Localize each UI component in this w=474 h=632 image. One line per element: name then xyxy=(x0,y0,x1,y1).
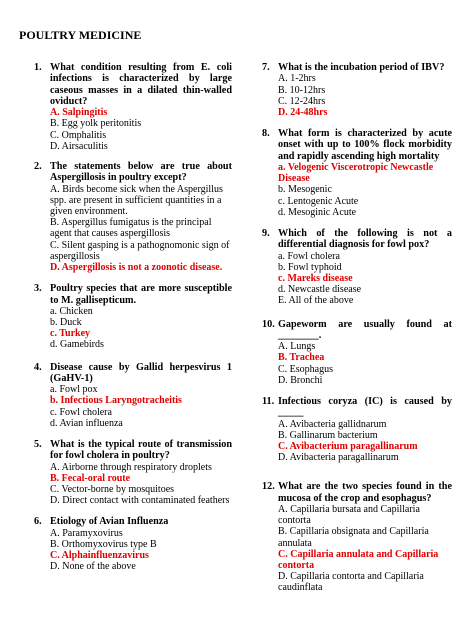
answer-option: b. Fowl typhoid xyxy=(278,261,342,273)
question-block xyxy=(262,228,452,307)
question-block xyxy=(34,283,232,350)
question-block xyxy=(262,62,452,118)
answer-option: A. Capillaria bursata and Capillaria contorta xyxy=(278,504,420,527)
answer-option: a. Fowl pox xyxy=(50,384,98,396)
answer-option: D. Avibacteria paragallinarum xyxy=(278,452,399,464)
question-number: 5. xyxy=(34,439,42,451)
question-number: 11. xyxy=(262,396,275,408)
left-column xyxy=(34,62,232,582)
answer-option-correct: C. Avibacterium paragallinarum xyxy=(278,441,418,453)
answer-option: D. Bronchi xyxy=(278,374,323,386)
answer-option: B. Orthomyxovirus type B xyxy=(50,538,157,550)
answer-option: C. Silent gasping is a pathognomonic sign of aspergillosis xyxy=(50,239,230,262)
answer-option-correct: a. Velogenic Viscerotropic Newcastle Disease xyxy=(278,162,434,185)
answer-option: b. Duck xyxy=(50,317,82,329)
answer-option: A. Lungs xyxy=(278,341,316,353)
answer-option-correct: D. Aspergillosis is not a zoonotic disease. xyxy=(50,262,223,274)
answer-option-correct: C. Alphainfluenzavirus xyxy=(50,550,149,562)
answer-option: d. Gamebirds xyxy=(50,339,104,351)
answer-option: A. Paramyxovirus xyxy=(50,527,123,539)
question-stem: Infectious coryza (IC) is caused by _____ xyxy=(278,396,452,419)
question-block xyxy=(34,62,232,152)
question-stem: Poultry species that are more susceptible to M. gallisepticum. xyxy=(50,283,232,306)
question-block xyxy=(34,362,232,429)
question-number: 12. xyxy=(262,481,275,493)
page-title: POULTRY MEDICINE xyxy=(19,28,142,42)
answer-option: d. Newcastle disease xyxy=(278,284,362,296)
question-stem: What condition resulting from E. coli infections is characterized by large caseous masses in a dilated thin-walled oviduct? xyxy=(50,62,232,107)
question-stem: What is the incubation period of IBV? xyxy=(278,62,445,73)
answer-option: A. Birds become sick when the Aspergillus spp. are present in sufficient quantities in a given environment. xyxy=(50,183,223,217)
answer-option: A. 1-2hrs xyxy=(278,73,316,85)
answer-option: E. All of the above xyxy=(278,295,354,307)
answer-option-correct: A. Salpingitis xyxy=(50,107,108,119)
right-column xyxy=(262,62,452,603)
question-block xyxy=(262,128,452,218)
question-block xyxy=(34,439,232,506)
answer-option: a. Chicken xyxy=(50,305,93,317)
answer-option: D. Direct contact with contaminated feathers xyxy=(50,495,230,507)
answer-option: B. Capillaria obsignata and Capillaria annulata xyxy=(278,526,429,549)
answer-option-correct: D. 24-48hrs xyxy=(278,106,328,118)
question-number: 3. xyxy=(34,283,42,295)
question-number: 2. xyxy=(34,161,42,172)
question-number: 6. xyxy=(34,516,42,528)
answer-option-correct: b. Infectious Laryngotracheitis xyxy=(50,395,182,407)
answer-option: C. 12-24hrs xyxy=(278,95,326,107)
answer-option: B. Egg yolk peritonitis xyxy=(50,118,142,130)
question-number: 10. xyxy=(262,318,275,330)
question-stem: Etiology of Avian Influenza xyxy=(50,516,169,528)
answer-option: D. Airsaculitis xyxy=(50,140,108,152)
answer-option: C. Esophagus xyxy=(278,363,333,375)
answer-option: b. Mesogenic xyxy=(278,184,332,196)
answer-option-correct: B. Trachea xyxy=(278,352,325,364)
answer-option-correct: c. Turkey xyxy=(50,328,91,340)
answer-option: D. Capillaria contorta and Capillaria caudinflata xyxy=(278,571,424,594)
question-number: 1. xyxy=(34,62,42,73)
question-number: 4. xyxy=(34,361,42,373)
question-block xyxy=(262,396,452,463)
question-block xyxy=(34,516,232,572)
answer-option: B. Gallinarum bacterium xyxy=(278,429,378,441)
answer-option: C. Omphalitis xyxy=(50,129,107,141)
question-stem: The statements below are true about Aspergillosis in poultry except? xyxy=(50,161,232,184)
answer-option: c. Fowl cholera xyxy=(50,406,112,418)
answer-option: d. Avian influenza xyxy=(50,417,123,429)
question-stem: What form is characterized by acute onset with up to 100% flock morbidity and rapidly ascending high mortality xyxy=(278,128,452,162)
answer-option: C. Vector-borne by mosquitoes xyxy=(50,484,175,496)
answer-option: A. Avibacteria gallidnarum xyxy=(278,418,387,430)
answer-option: D. None of the above xyxy=(50,561,136,573)
question-number: 7. xyxy=(262,62,270,73)
question-block xyxy=(262,319,452,386)
question-stem: What is the typical route of transmission for fowl cholera in poultry? xyxy=(50,439,232,462)
answer-option: d. Mesoginic Acute xyxy=(278,206,357,218)
answer-option-correct: B. Fecal-oral route xyxy=(50,472,131,484)
question-stem: What are the two species found in the mucosa of the crop and esophagus? xyxy=(278,481,452,504)
answer-option: B. 10-12hrs xyxy=(278,84,326,96)
answer-option-correct: c. Mareks disease xyxy=(278,273,353,285)
answer-option: a. Fowl cholera xyxy=(278,250,340,262)
question-stem: Which of the following is not a differential diagnosis for fowl pox? xyxy=(278,228,452,251)
answer-option: B. Aspergillus fumigatus is the principal agent that causes aspergillosis xyxy=(50,217,212,240)
question-number: 8. xyxy=(262,128,270,140)
question-stem: Gapeworm are usually found at ________. xyxy=(278,318,452,341)
question-number: 9. xyxy=(262,228,270,240)
answer-option-correct: C. Capillaria annulata and Capillaria contorta xyxy=(278,548,439,572)
question-block xyxy=(262,481,452,593)
question-block xyxy=(34,161,232,273)
answer-option: A. Airborne through respiratory droplets xyxy=(50,461,212,473)
question-stem: Disease cause by Gallid herpesvirus 1 (GaHV-1) xyxy=(50,361,232,384)
answer-option: c. Lentogenic Acute xyxy=(278,195,359,207)
